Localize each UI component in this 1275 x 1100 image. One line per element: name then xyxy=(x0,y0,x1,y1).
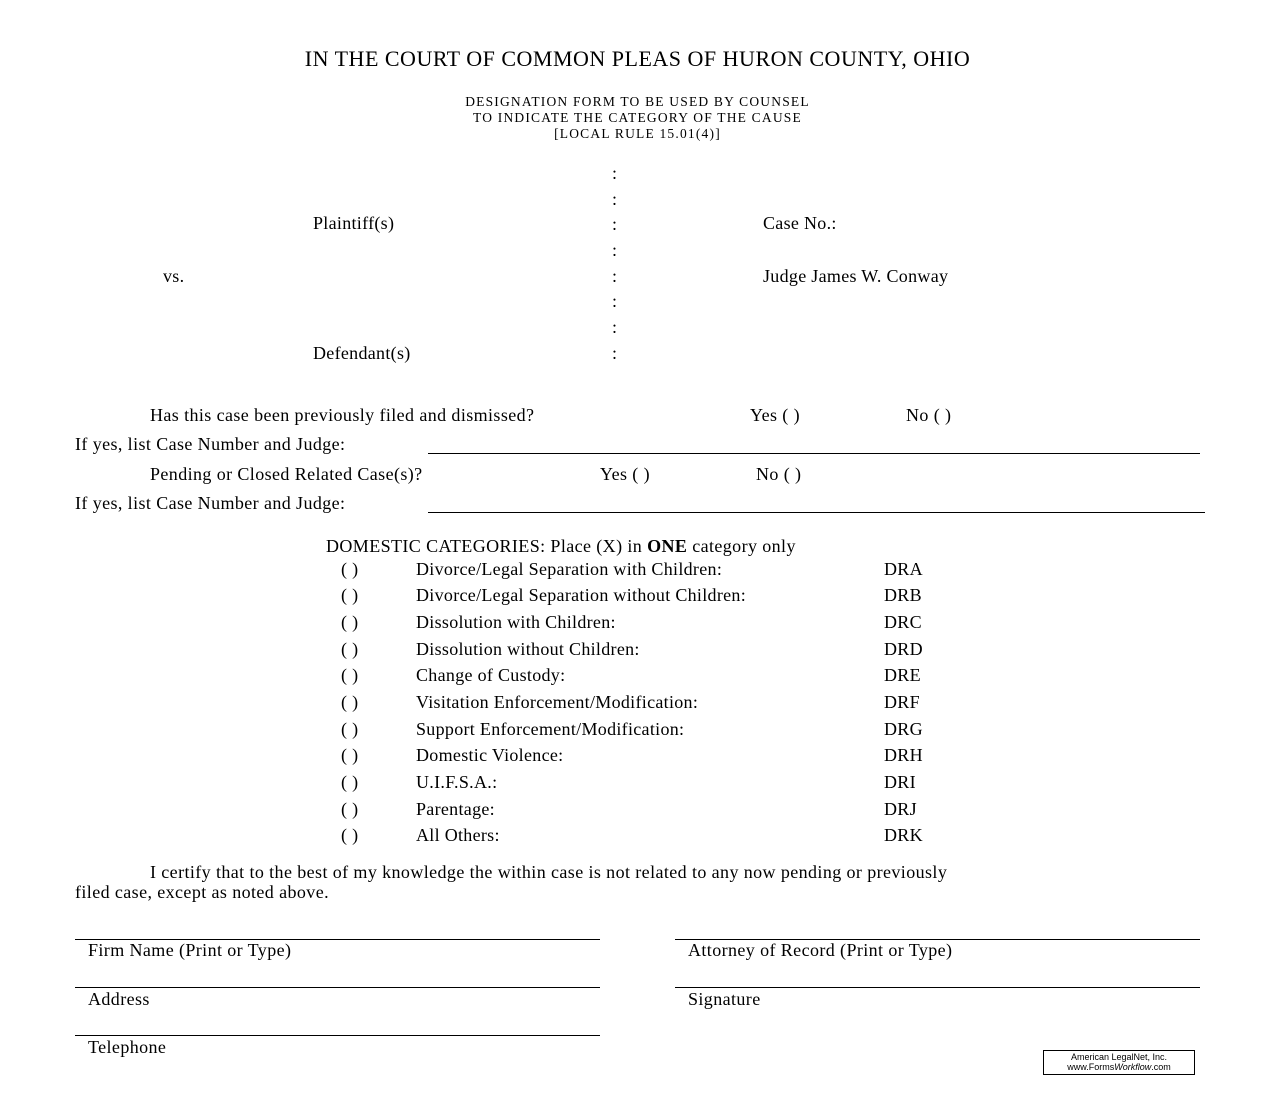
logo-url-prefix: www.Forms xyxy=(1067,1062,1115,1072)
related-cases-question: Pending or Closed Related Case(s)? xyxy=(150,464,423,484)
certification-line-2: filed case, except as noted above. xyxy=(75,882,329,902)
category-row xyxy=(0,745,1275,771)
caption-colon: : xyxy=(612,240,618,260)
category-checkbox[interactable]: ( ) xyxy=(341,772,359,792)
signature-field[interactable] xyxy=(675,987,1200,988)
category-label: All Others: xyxy=(416,825,500,845)
caption-colon: : xyxy=(612,343,618,363)
case-number-judge-field-2[interactable] xyxy=(428,494,1205,513)
logo-url-suffix: .com xyxy=(1151,1062,1171,1072)
form-title-line-1: DESIGNATION FORM TO BE USED BY COUNSEL xyxy=(465,94,810,109)
category-checkbox[interactable]: ( ) xyxy=(341,825,359,845)
caption-colon: : xyxy=(612,291,618,311)
defendant-label: Defendant(s) xyxy=(313,343,411,363)
category-checkbox[interactable]: ( ) xyxy=(341,745,359,765)
case-number-judge-field-1[interactable] xyxy=(428,435,1200,454)
heading-prefix: DOMESTIC CATEGORIES: Place (X) in xyxy=(326,536,648,556)
related-cases-no-checkbox[interactable]: No ( ) xyxy=(756,464,802,484)
category-label: Visitation Enforcement/Modification: xyxy=(416,692,699,712)
category-label: Dissolution without Children: xyxy=(416,639,640,659)
category-code: DRK xyxy=(884,825,923,845)
category-code: DRA xyxy=(884,559,923,579)
telephone-field[interactable] xyxy=(75,1035,600,1036)
heading-suffix: category only xyxy=(687,536,796,556)
category-label: Domestic Violence: xyxy=(416,745,564,765)
category-row xyxy=(0,772,1275,798)
category-label: Support Enforcement/Modification: xyxy=(416,719,685,739)
category-checkbox[interactable]: ( ) xyxy=(341,639,359,659)
heading-emphasis: ONE xyxy=(647,536,688,556)
related-cases-yes-checkbox[interactable]: Yes ( ) xyxy=(600,464,650,484)
caption-colon: : xyxy=(612,214,618,234)
category-row xyxy=(0,559,1275,585)
attorney-of-record-label: Attorney of Record (Print or Type) xyxy=(688,940,953,960)
judge-label: Judge James W. Conway xyxy=(763,266,949,286)
category-checkbox[interactable]: ( ) xyxy=(341,559,359,579)
category-code: DRI xyxy=(884,772,916,792)
caption-colon: : xyxy=(612,317,618,337)
category-label: Dissolution with Children: xyxy=(416,612,616,632)
certification-line-1: I certify that to the best of my knowledge the within case is not related to any now pending or previously xyxy=(150,862,948,882)
form-title-line-2: TO INDICATE THE CATEGORY OF THE CAUSE xyxy=(473,110,802,125)
category-row xyxy=(0,692,1275,718)
category-checkbox[interactable]: ( ) xyxy=(341,612,359,632)
category-label: U.I.F.S.A.: xyxy=(416,772,498,792)
category-checkbox[interactable]: ( ) xyxy=(341,799,359,819)
category-checkbox[interactable]: ( ) xyxy=(341,665,359,685)
category-row xyxy=(0,825,1275,851)
caption-colon: : xyxy=(612,163,618,183)
category-row xyxy=(0,585,1275,611)
category-code: DRG xyxy=(884,719,923,739)
category-checkbox[interactable]: ( ) xyxy=(341,719,359,739)
category-label: Change of Custody: xyxy=(416,665,566,685)
category-code: DRD xyxy=(884,639,923,659)
category-row xyxy=(0,612,1275,638)
telephone-label: Telephone xyxy=(88,1037,167,1057)
address-field[interactable] xyxy=(75,987,600,988)
category-label: Divorce/Legal Separation with Children: xyxy=(416,559,723,579)
category-code: DRJ xyxy=(884,799,917,819)
previously-filed-no-checkbox[interactable]: No ( ) xyxy=(906,405,952,425)
plaintiff-label: Plaintiff(s) xyxy=(313,213,395,233)
category-row xyxy=(0,639,1275,665)
form-title-line-3: [LOCAL RULE 15.01(4)] xyxy=(554,126,721,141)
logo-line-2 xyxy=(1044,1062,1194,1072)
category-code: DRE xyxy=(884,665,921,685)
signature-label: Signature xyxy=(688,989,761,1009)
case-number-judge-label-2: If yes, list Case Number and Judge: xyxy=(75,493,346,513)
logo-line-1: American LegalNet, Inc. xyxy=(1070,1052,1168,1062)
caption-colon: : xyxy=(612,266,618,286)
category-checkbox[interactable]: ( ) xyxy=(341,585,359,605)
american-legalnet-logo xyxy=(1043,1050,1195,1075)
category-row xyxy=(0,719,1275,745)
case-number-judge-label-1: If yes, list Case Number and Judge: xyxy=(75,434,346,454)
previously-filed-question: Has this case been previously filed and dismissed? xyxy=(150,405,535,425)
firm-name-label: Firm Name (Print or Type) xyxy=(88,940,292,960)
previously-filed-yes-checkbox[interactable]: Yes ( ) xyxy=(750,405,800,425)
case-number-label: Case No.: xyxy=(763,213,837,233)
category-row xyxy=(0,799,1275,825)
address-label: Address xyxy=(88,989,150,1009)
category-label: Divorce/Legal Separation without Children: xyxy=(416,585,747,605)
caption-colon: : xyxy=(612,189,618,209)
category-label: Parentage: xyxy=(416,799,495,819)
logo-url-italic: Workflow xyxy=(1114,1062,1152,1072)
vs-label: vs. xyxy=(163,266,185,286)
category-row xyxy=(0,665,1275,691)
category-code: DRF xyxy=(884,692,920,712)
category-code: DRC xyxy=(884,612,922,632)
category-code: DRH xyxy=(884,745,923,765)
category-code: DRB xyxy=(884,585,922,605)
domestic-categories-heading xyxy=(326,536,796,557)
court-title: IN THE COURT OF COMMON PLEAS OF HURON COUNTY, OHIO xyxy=(304,46,971,71)
category-checkbox[interactable]: ( ) xyxy=(341,692,359,712)
